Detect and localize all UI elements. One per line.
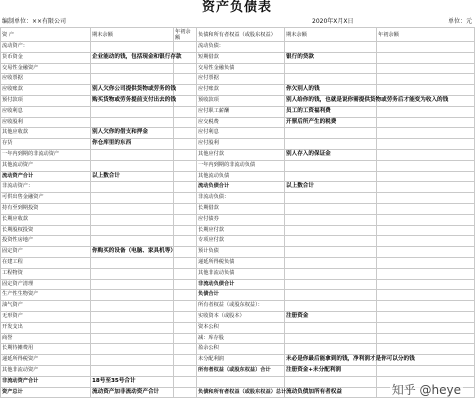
asset-begin-balance-cell <box>174 236 197 247</box>
liability-item-cell: 所有者权益（或股东权益）： <box>197 301 285 312</box>
asset-note-cell <box>91 106 174 117</box>
asset-begin-balance-cell <box>174 74 197 85</box>
table-row <box>1 311 475 322</box>
asset-note-cell <box>91 214 174 225</box>
table-row <box>1 85 475 96</box>
asset-note-cell: 别人欠你的借支和押金 <box>91 128 174 139</box>
liability-begin-balance-cell <box>377 214 475 225</box>
table-row <box>1 257 475 268</box>
liability-note-cell <box>285 333 377 344</box>
asset-note-cell <box>91 160 174 171</box>
asset-note-cell <box>91 182 174 193</box>
table-row <box>1 268 475 279</box>
asset-begin-balance-cell <box>174 117 197 128</box>
liability-note-cell <box>285 139 377 150</box>
table-row <box>1 128 475 139</box>
liability-note-cell <box>285 214 377 225</box>
table-row <box>1 149 475 160</box>
liability-item-cell <box>197 376 285 387</box>
liability-note-cell <box>285 74 377 85</box>
unit-label: 单位：元 <box>448 18 473 25</box>
asset-item-cell: 流动资产合计 <box>1 171 91 182</box>
liability-item-cell: 应付利息 <box>197 128 285 139</box>
liability-note-cell: 员工的工资福利费 <box>285 106 377 117</box>
asset-note-cell: 企业能动的钱，包括现金和银行存款 <box>91 52 174 63</box>
liability-item-cell: 应付职工薪酬 <box>197 106 285 117</box>
liability-item-cell: 减：库存股 <box>197 333 285 344</box>
asset-item-cell: 长期应收款 <box>1 214 91 225</box>
asset-note-cell <box>91 193 174 204</box>
asset-begin-balance-cell <box>174 344 197 355</box>
asset-item-cell: 非流动资产合计 <box>1 376 91 387</box>
asset-item-cell: 无形资产 <box>1 311 91 322</box>
asset-begin-balance-cell <box>174 376 197 387</box>
table-row <box>1 355 475 366</box>
table-row <box>1 74 475 85</box>
table-row <box>1 42 475 53</box>
table-row <box>1 225 475 236</box>
statement-subheader <box>0 16 474 27</box>
liability-begin-balance-cell <box>377 203 475 214</box>
header-liabilities-end-balance: 期末余额 <box>285 28 377 42</box>
asset-note-cell: 以上数合计 <box>91 171 174 182</box>
liability-note-cell <box>285 301 377 312</box>
liability-begin-balance-cell <box>377 236 475 247</box>
asset-begin-balance-cell <box>174 85 197 96</box>
table-row <box>1 279 475 290</box>
liability-item-cell: 其他应付款 <box>197 149 285 160</box>
liability-item-cell: 专项应付款 <box>197 236 285 247</box>
asset-item-cell: 工程物资 <box>1 268 91 279</box>
liability-note-cell <box>285 376 377 387</box>
liability-item-cell: 实收资本（或股本） <box>197 311 285 322</box>
liability-item-cell: 一年内到期的非流动负债 <box>197 160 285 171</box>
table-row <box>1 301 475 312</box>
asset-begin-balance-cell <box>174 311 197 322</box>
asset-note-cell <box>91 236 174 247</box>
asset-begin-balance-cell <box>174 257 197 268</box>
liability-item-cell: 交易性金融负债 <box>197 63 285 74</box>
liability-item-cell: 其他非流动负债 <box>197 268 285 279</box>
asset-begin-balance-cell <box>174 387 197 398</box>
asset-item-cell: 开发支出 <box>1 322 91 333</box>
asset-note-cell <box>91 301 174 312</box>
asset-item-cell: 可供出售金融资产 <box>1 193 91 204</box>
balance-sheet-table <box>0 27 475 398</box>
asset-note-cell <box>91 311 174 322</box>
liability-begin-balance-cell <box>377 311 475 322</box>
liability-begin-balance-cell <box>377 74 475 85</box>
liability-begin-balance-cell <box>377 225 475 236</box>
asset-item-cell: 非流动资产： <box>1 182 91 193</box>
liability-item-cell: 短期借款 <box>197 52 285 63</box>
asset-note-cell <box>91 268 174 279</box>
asset-item-cell: 固定资产清理 <box>1 279 91 290</box>
asset-item-cell: 固定资产 <box>1 247 91 258</box>
asset-item-cell: 应收账款 <box>1 85 91 96</box>
asset-begin-balance-cell <box>174 193 197 204</box>
asset-item-cell: 其他非流动资产 <box>1 365 91 376</box>
table-row <box>1 106 475 117</box>
table-row <box>1 117 475 128</box>
asset-item-cell: 预付款项 <box>1 95 91 106</box>
asset-note-cell <box>91 290 174 301</box>
liability-note-cell: 开票后所产生的税费 <box>285 117 377 128</box>
liability-begin-balance-cell <box>377 171 475 182</box>
asset-note-cell <box>91 149 174 160</box>
asset-begin-balance-cell <box>174 139 197 150</box>
table-row <box>1 171 475 182</box>
asset-begin-balance-cell <box>174 322 197 333</box>
table-row <box>1 247 475 258</box>
liability-note-cell: 银行的贷款 <box>285 52 377 63</box>
liability-item-cell: 应付债券 <box>197 214 285 225</box>
liability-begin-balance-cell <box>377 139 475 150</box>
asset-begin-balance-cell <box>174 247 197 258</box>
asset-begin-balance-cell <box>174 214 197 225</box>
liability-begin-balance-cell <box>377 149 475 160</box>
liability-item-cell: 负债合计 <box>197 290 285 301</box>
liability-begin-balance-cell <box>377 301 475 312</box>
table-row <box>1 344 475 355</box>
asset-item-cell: 流动资产： <box>1 42 91 53</box>
asset-begin-balance-cell <box>174 42 197 53</box>
table-row <box>1 95 475 106</box>
liability-item-cell: 应付票据 <box>197 74 285 85</box>
table-row <box>1 290 475 301</box>
asset-begin-balance-cell <box>174 290 197 301</box>
asset-note-cell: 流动资产加非流动资产合计 <box>91 387 174 398</box>
liability-note-cell <box>285 279 377 290</box>
liability-note-cell: 未必是你最后能拿到的钱，净利润才是你可以分的钱 <box>285 355 377 366</box>
liability-note-cell <box>285 247 377 258</box>
asset-note-cell <box>91 365 174 376</box>
asset-begin-balance-cell <box>174 333 197 344</box>
liability-note-cell: 以上数合计 <box>285 182 377 193</box>
header-liabilities-equity: 负债和所有者权益（或股东权益） <box>197 28 285 42</box>
liability-begin-balance-cell <box>377 160 475 171</box>
asset-note-cell <box>91 117 174 128</box>
asset-item-cell: 商誉 <box>1 333 91 344</box>
asset-item-cell: 递延所得税资产 <box>1 355 91 366</box>
table-row <box>1 193 475 204</box>
liability-begin-balance-cell <box>377 128 475 139</box>
header-assets: 资 产 <box>1 28 91 42</box>
liability-note-cell <box>285 236 377 247</box>
liability-begin-balance-cell <box>377 247 475 258</box>
liability-note-cell <box>285 257 377 268</box>
liability-begin-balance-cell <box>377 63 475 74</box>
liability-begin-balance-cell <box>377 117 475 128</box>
liability-begin-balance-cell <box>377 365 475 376</box>
asset-note-cell <box>91 225 174 236</box>
liability-item-cell: 盈余公积 <box>197 344 285 355</box>
liability-item-cell: 长期应付款 <box>197 225 285 236</box>
liability-note-cell <box>285 160 377 171</box>
liability-note-cell <box>285 225 377 236</box>
table-row <box>1 333 475 344</box>
asset-item-cell: 资产总计 <box>1 387 91 398</box>
liability-begin-balance-cell <box>377 333 475 344</box>
asset-item-cell: 其他应收款 <box>1 128 91 139</box>
asset-begin-balance-cell <box>174 128 197 139</box>
asset-begin-balance-cell <box>174 355 197 366</box>
liability-begin-balance-cell <box>377 42 475 53</box>
liability-item-cell: 流动负债合计 <box>197 182 285 193</box>
liability-begin-balance-cell <box>377 182 475 193</box>
table-row <box>1 52 475 63</box>
asset-note-cell <box>91 257 174 268</box>
liability-note-cell <box>285 290 377 301</box>
liability-begin-balance-cell <box>377 85 475 96</box>
liability-item-cell: 未分配利润 <box>197 355 285 366</box>
asset-note-cell <box>91 344 174 355</box>
header-row <box>1 28 475 42</box>
table-row <box>1 139 475 150</box>
liability-begin-balance-cell <box>377 279 475 290</box>
liability-item-cell: 长期借款 <box>197 203 285 214</box>
asset-item-cell: 长期股权投资 <box>1 225 91 236</box>
liability-item-cell: 非流动负债： <box>197 193 285 204</box>
header-assets-begin-balance: 年初余额 <box>174 28 197 42</box>
liability-item-cell: 资本公积 <box>197 322 285 333</box>
liability-item-cell: 预计负债 <box>197 247 285 258</box>
liability-note-cell <box>285 268 377 279</box>
asset-begin-balance-cell <box>174 279 197 290</box>
table-row <box>1 203 475 214</box>
liability-begin-balance-cell <box>377 193 475 204</box>
liability-begin-balance-cell <box>377 290 475 301</box>
asset-item-cell: 长期待摊费用 <box>1 344 91 355</box>
asset-begin-balance-cell <box>174 160 197 171</box>
liability-note-cell: 注册资金+未分配利润 <box>285 365 377 376</box>
table-row <box>1 365 475 376</box>
table-row <box>1 322 475 333</box>
header-liabilities-begin-balance: 年初余额 <box>377 28 475 42</box>
asset-item-cell: 交易性金融资产 <box>1 63 91 74</box>
asset-note-cell: 你购买的设备（电脑、家具机等） <box>91 247 174 258</box>
liability-note-cell: 别人给你的钱，也就是说你需提供货物或劳务后才能变为收入的钱 <box>285 95 377 106</box>
company-label: 编制单位：××有限公司 <box>2 18 67 25</box>
liability-item-cell: 递延所得税负债 <box>197 257 285 268</box>
statement-date: 2020年X月X日 <box>312 18 354 25</box>
liability-item-cell: 所有者权益（或股东权益）合计 <box>197 365 285 376</box>
liability-begin-balance-cell <box>377 268 475 279</box>
liability-note-cell: 你欠别人的钱 <box>285 85 377 96</box>
asset-note-cell <box>91 63 174 74</box>
asset-item-cell: 生产性生物资产 <box>1 290 91 301</box>
table-row <box>1 182 475 193</box>
asset-item-cell: 一年内到期的非流动资产 <box>1 149 91 160</box>
asset-item-cell: 持有至到期投资 <box>1 203 91 214</box>
asset-item-cell: 油气资产 <box>1 301 91 312</box>
liability-note-cell <box>285 128 377 139</box>
asset-begin-balance-cell <box>174 365 197 376</box>
liability-begin-balance-cell <box>377 322 475 333</box>
asset-begin-balance-cell <box>174 149 197 160</box>
asset-item-cell: 在建工程 <box>1 257 91 268</box>
watermark: 知乎 @heye <box>391 383 461 397</box>
asset-begin-balance-cell <box>174 225 197 236</box>
asset-begin-balance-cell <box>174 203 197 214</box>
table-row <box>1 214 475 225</box>
asset-note-cell: 你仓库里的东西 <box>91 139 174 150</box>
asset-item-cell: 存货 <box>1 139 91 150</box>
asset-note-cell <box>91 203 174 214</box>
liability-begin-balance-cell <box>377 344 475 355</box>
statement-title: 资产负债表 <box>201 0 272 15</box>
liability-item-cell: 其他流动负债 <box>197 171 285 182</box>
asset-note-cell: 别人欠你公司提供货物或劳务的钱 <box>91 85 174 96</box>
asset-item-cell: 应收利息 <box>1 106 91 117</box>
asset-begin-balance-cell <box>174 301 197 312</box>
liability-item-cell: 应交税费 <box>197 117 285 128</box>
asset-note-cell <box>91 333 174 344</box>
liability-begin-balance-cell <box>377 106 475 117</box>
asset-begin-balance-cell <box>174 106 197 117</box>
asset-begin-balance-cell <box>174 182 197 193</box>
asset-begin-balance-cell <box>174 268 197 279</box>
asset-note-cell: 购买货物或劳务提前支付出去的钱 <box>91 95 174 106</box>
liability-note-cell <box>285 193 377 204</box>
asset-begin-balance-cell <box>174 95 197 106</box>
header-assets-end-balance: 期末余额 <box>91 28 174 42</box>
liability-item-cell: 流动负债： <box>197 42 285 53</box>
asset-begin-balance-cell <box>174 63 197 74</box>
liability-note-cell: 注册资金 <box>285 311 377 322</box>
liability-note-cell <box>285 171 377 182</box>
liability-note-cell <box>285 63 377 74</box>
asset-note-cell <box>91 279 174 290</box>
liability-item-cell: 应付账款 <box>197 85 285 96</box>
asset-item-cell: 应收票据 <box>1 74 91 85</box>
asset-item-cell: 货币资金 <box>1 52 91 63</box>
liability-note-cell: 流动负债加所有者权益 <box>285 387 377 398</box>
asset-item-cell: 投资性房地产 <box>1 236 91 247</box>
liability-item-cell: 预收款项 <box>197 95 285 106</box>
table-row <box>1 63 475 74</box>
liability-begin-balance-cell <box>377 52 475 63</box>
asset-note-cell <box>91 322 174 333</box>
asset-note-cell <box>91 355 174 366</box>
asset-item-cell: 应收股利 <box>1 117 91 128</box>
asset-note-cell <box>91 42 174 53</box>
liability-note-cell <box>285 203 377 214</box>
liability-begin-balance-cell <box>377 257 475 268</box>
asset-begin-balance-cell <box>174 171 197 182</box>
liability-note-cell <box>285 42 377 53</box>
liability-item-cell: 负债和所有者权益（或股东权益）总计 <box>197 387 285 398</box>
liability-note-cell: 别人存入的保证金 <box>285 149 377 160</box>
asset-item-cell: 其他流动资产 <box>1 160 91 171</box>
liability-item-cell: 非流动负债合计 <box>197 279 285 290</box>
liability-item-cell: 应付股利 <box>197 139 285 150</box>
table-row <box>1 160 475 171</box>
liability-note-cell <box>285 322 377 333</box>
table-row <box>1 236 475 247</box>
asset-note-cell: 18号至35号合计 <box>91 376 174 387</box>
liability-note-cell <box>285 344 377 355</box>
asset-note-cell <box>91 74 174 85</box>
